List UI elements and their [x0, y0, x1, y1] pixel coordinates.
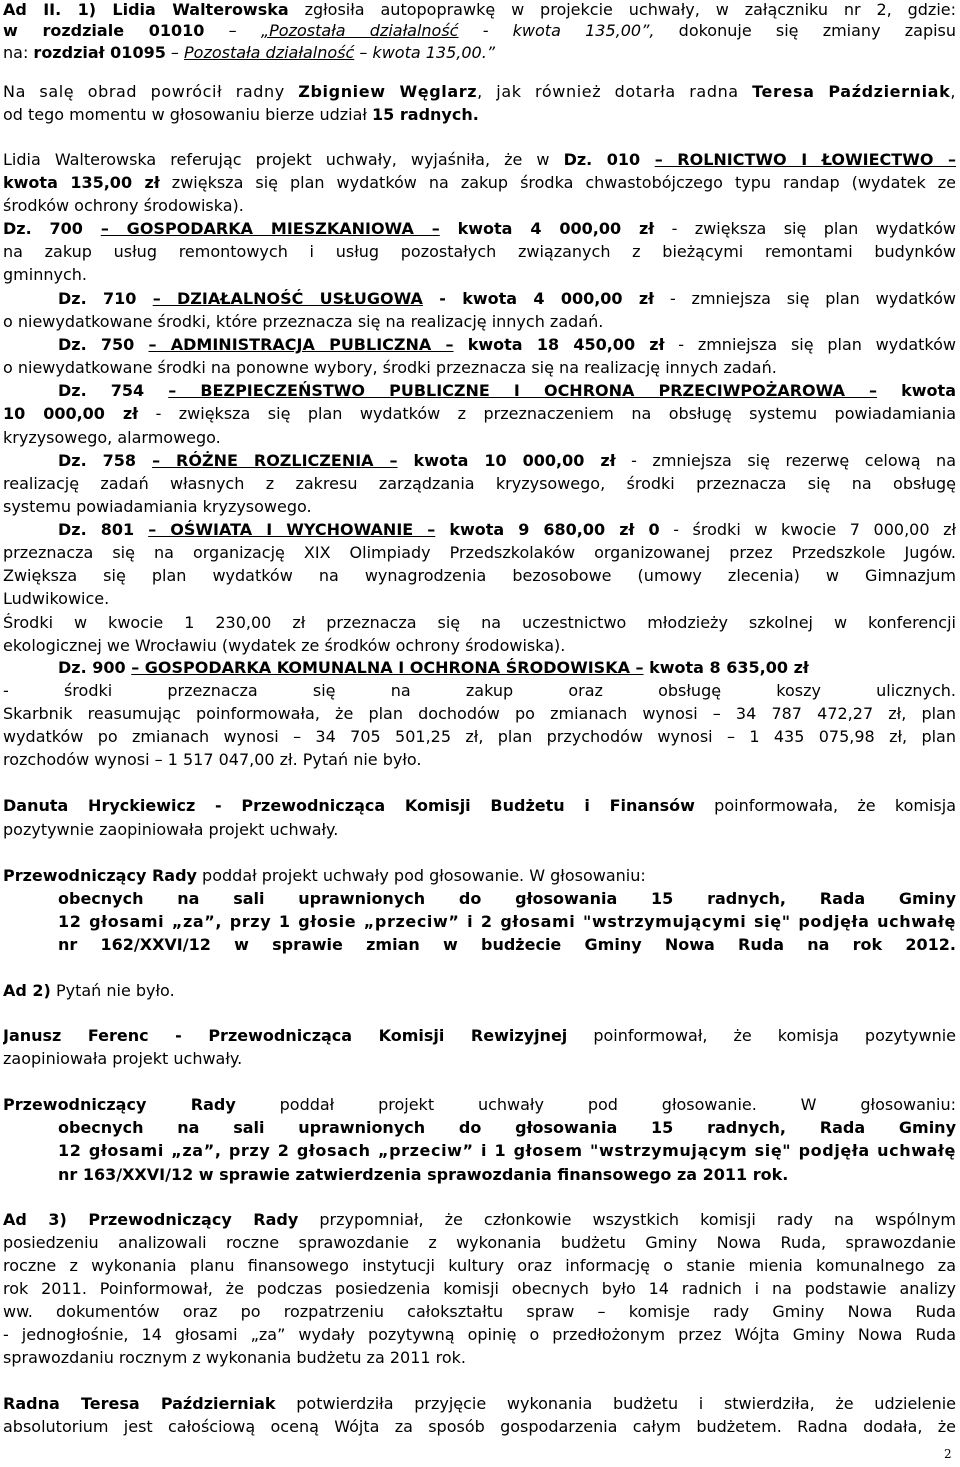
text-run: Janusz Ferenc - Przewodnicząca Komisji Rewizyjnej: [3, 1026, 568, 1045]
text-line: [3, 1279, 956, 1300]
text-run: 10 000,00 zł: [3, 404, 139, 423]
text-run: kwota 9 680,00 zł 0: [435, 520, 660, 539]
text-line: [3, 1325, 956, 1346]
text-run: Dz. 900: [58, 658, 132, 677]
text-run: Skarbnik reasumując poinformowała, że plan dochodów po zmianach wynosi – 34 787 472,27 zł, plan: [3, 704, 956, 723]
text-run: Na salę obrad powrócił radny: [3, 82, 299, 101]
text-run: - środki przeznacza się na zakup oraz obsługę koszy ulicznych.: [3, 681, 956, 700]
text-run: zaopiniowała projekt uchwały.: [3, 1049, 243, 1068]
text-run: kwota 10 000,00 zł: [397, 451, 616, 470]
text-run: Dz. 710: [58, 289, 153, 308]
text-run: Pozostała działalność: [184, 43, 355, 62]
text-line: [3, 0, 956, 21]
text-run: - zmniejsza się rezerwę celową na: [615, 451, 956, 470]
text-run: przypomniał, że członkowie wszystkich komisji rady na wspólnym: [298, 1210, 956, 1229]
text-run: na zakup usług remontowych i usług pozostałych związanych z bieżącymi remontami budynków: [3, 242, 956, 261]
text-line: [3, 681, 956, 702]
text-run: nr 163/XXVI/12 w sprawie zatwierdzenia sprawozdania finansowego za 2011 rok.: [58, 1165, 789, 1184]
text-line: [3, 1256, 956, 1277]
text-line: [3, 750, 956, 771]
text-line: [3, 265, 956, 286]
text-run: Ad II. 1) Lidia Walterowska: [3, 0, 289, 19]
text-line: [3, 727, 956, 748]
text-line: [3, 196, 956, 217]
text-line: [3, 1302, 956, 1323]
text-line: [58, 289, 956, 310]
text-run: rozchodów wynosi – 1 517 047,00 zł. Pytań nie było.: [3, 750, 422, 769]
text-run: na:: [3, 43, 34, 62]
text-line: [3, 21, 956, 42]
text-run: , jak również dotarła radna: [477, 82, 753, 101]
text-run: – kwota 135,00.”: [354, 43, 496, 62]
text-line: [3, 636, 956, 657]
text-line: [3, 566, 956, 587]
text-run: poinformował, że komisja pozytywnie: [567, 1026, 956, 1045]
text-run: w rozdziale 01010: [3, 21, 205, 40]
text-run: kwota 135,00 zł: [3, 173, 160, 192]
text-run: poinformowała, że komisja: [694, 796, 956, 815]
text-line: [3, 474, 956, 495]
text-line: [3, 1233, 956, 1254]
text-run: - zmniejsza się plan wydatków: [664, 335, 956, 354]
text-line: [3, 820, 956, 841]
text-line: [58, 889, 956, 910]
text-run: – OŚWIATA I WYCHOWANIE –: [148, 520, 436, 539]
text-run: – GOSPODARKA MIESZKANIOWA –: [100, 219, 440, 238]
text-run: wydatków po zmianach wynosi – 34 705 501,25 zł, plan przychodów wynosi – 1 435 075,98 zł, plan: [3, 727, 956, 746]
text-line: [3, 497, 956, 518]
text-line: [3, 312, 956, 333]
text-line: [58, 935, 956, 956]
text-run: kryzysowego, alarmowego.: [3, 428, 221, 447]
text-run: Ad 2): [3, 981, 51, 1000]
text-run: 12 głosami „za”, przy 2 głosach „przeciw” i 1 głosem "wstrzymującym się" podjęła uchwałę: [58, 1141, 956, 1160]
text-run: potwierdziła przyjęcie wykonania budżetu i stwierdziła, że udzielenie: [275, 1394, 956, 1413]
text-run: obecnych na sali uprawnionych do głosowania 15 radnych, Rada Gminy: [58, 889, 956, 908]
text-run: o niewydatkowane środki, które przeznacza się na realizację innych zadań.: [3, 312, 604, 331]
text-run: zwiększa się plan wydatków na zakup środka chwastobójczego typu randap (wydatek ze: [159, 173, 956, 192]
text-run: kwota 18 450,00 zł: [453, 335, 665, 354]
text-run: realizację zadań własnych z zakresu zarządzania kryzysowego, środki przeznacza się na obsługę: [3, 474, 956, 493]
text-run: Pytań nie było.: [50, 981, 175, 1000]
text-run: 15 radnych.: [372, 105, 479, 124]
text-run: Lidia Walterowska referując projekt uchwały, wyjaśniła, że w: [3, 150, 564, 169]
text-run: Teresa Październiak: [752, 82, 951, 101]
text-run: –: [165, 43, 185, 62]
text-line: [58, 1165, 956, 1186]
text-run: Dz. 758: [58, 451, 153, 470]
text-run: systemu powiadamiania kryzysowego.: [3, 497, 312, 516]
text-run: - kwota 135,00”,: [458, 21, 655, 40]
text-line: [3, 981, 956, 1002]
text-line: [3, 866, 956, 887]
text-line: [3, 1049, 956, 1070]
text-run: – BEZPIECZEŃSTWO PUBLICZNE I OCHRONA PRZECIWPOŻAROWA –: [168, 381, 878, 400]
text-line: [3, 219, 956, 240]
text-run: –: [204, 21, 261, 40]
text-run: Dz. 750: [58, 335, 149, 354]
text-run: środków ochrony środowiska).: [3, 196, 244, 215]
text-run: absolutorium jest całościową oceną Wójta za sposób gospodarzenia całym budżetem. Radna dodała, że: [3, 1417, 956, 1436]
text-run: – ROLNICTWO I ŁOWIECTWO –: [654, 150, 956, 169]
text-line: [3, 704, 956, 725]
text-line: [3, 105, 956, 126]
text-run: – DZIAŁALNOŚĆ USŁUGOWA: [152, 289, 423, 308]
text-line: [58, 1118, 956, 1139]
text-line: [58, 335, 956, 356]
text-run: Ad 3) Przewodniczący Rady: [3, 1210, 299, 1229]
text-run: Dz. 801: [58, 520, 149, 539]
text-run: Przewodniczący Rady: [3, 866, 197, 885]
text-run: Radna Teresa Październiak: [3, 1394, 276, 1413]
text-line: [3, 82, 956, 103]
text-line: [58, 381, 956, 402]
text-run: dokonuje się zmiany zapisu: [654, 21, 956, 40]
text-run: Zbigniew Węglarz: [298, 82, 478, 101]
text-run: nr 162/XXVI/12 w sprawie zmian w budżecie Gminy Nowa Ruda na rok 2012.: [58, 935, 956, 954]
text-run: gminnych.: [3, 265, 87, 284]
text-run: poddał projekt uchwały pod głosowanie. W głosowaniu:: [196, 866, 646, 885]
text-run: obecnych na sali uprawnionych do głosowania 15 radnych, Rada Gminy: [58, 1118, 956, 1137]
text-run: poddał projekt uchwały pod głosowanie. W głosowaniu:: [235, 1095, 956, 1114]
text-run: - zwiększa się plan wydatków z przeznaczeniem na obsługę systemu powiadamiania: [138, 404, 956, 423]
text-run: – GOSPODARKA KOMUNALNA I OCHRONA ŚRODOWISKA –: [131, 658, 644, 677]
text-run: rok 2011. Poinformował, że podczas posiedzenia komisji obecnych było 14 radnich i na podstawie analizy: [3, 1279, 956, 1298]
text-run: 12 głosami „za”, przy 1 głosie „przeciw” i 2 głosami "wstrzymującymi się" podjęła uchwałę: [58, 912, 956, 931]
text-run: rozdział 01095: [33, 43, 166, 62]
text-run: zgłosiła autopoprawkę w projekcie uchwały, w załączniku nr 2, gdzie:: [288, 0, 956, 19]
text-run: ,: [950, 82, 956, 101]
text-run: „Pozostała działalność: [260, 21, 459, 40]
page-number: 2: [944, 1447, 952, 1461]
text-run: o niewydatkowane środki na ponowne wybory, środki przeznacza się na realizację innych zadań.: [3, 358, 777, 377]
text-run: Przewodniczący Rady: [3, 1095, 236, 1114]
text-line: [3, 589, 956, 610]
text-run: Danuta Hryckiewicz - Przewodnicząca Komisji Budżetu i Finansów: [3, 796, 695, 815]
text-run: Ludwikowice.: [3, 589, 110, 608]
text-line: [58, 451, 956, 472]
text-run: - zmniejsza się plan wydatków: [654, 289, 956, 308]
text-run: - kwota 4 000,00 zł: [422, 289, 655, 308]
text-line: [3, 1210, 956, 1231]
text-line: [3, 43, 956, 64]
text-line: [3, 404, 956, 425]
text-run: sprawozdaniu rocznym z wykonania budżetu za 2011 rok.: [3, 1348, 467, 1367]
text-run: Dz. 754: [58, 381, 169, 400]
text-run: Dz. 010: [563, 150, 655, 169]
text-line: [3, 1417, 956, 1438]
text-line: [3, 796, 956, 817]
text-run: Dz. 700: [3, 219, 101, 238]
text-line: [3, 242, 956, 263]
text-line: [58, 912, 956, 933]
text-run: kwota 8 635,00 zł: [643, 658, 809, 677]
text-run: posiedzeniu analizowali roczne sprawozdanie z wykonania budżetu Gminy Nowa Ruda, sprawozdanie: [3, 1233, 956, 1252]
text-line: [58, 520, 956, 541]
text-line: [3, 1348, 956, 1369]
text-line: [3, 1394, 956, 1415]
text-line: [3, 150, 956, 171]
text-run: – ADMINISTRACJA PUBLICZNA –: [148, 335, 454, 354]
text-line: [58, 658, 956, 679]
text-run: przeznacza się na organizację XIX Olimpiady Przedszkolaków organizowanej przez Przedszkole Jugów.: [3, 543, 956, 562]
text-run: - środki w kwocie 7 000,00 zł: [659, 520, 956, 539]
text-line: [3, 1095, 956, 1116]
text-line: [3, 173, 956, 194]
text-run: ww. dokumentów oraz po rozpatrzeniu całokształtu spraw – komisje rady Gminy Nowa Ruda: [3, 1302, 956, 1321]
text-line: [3, 428, 956, 449]
text-run: roczne z wykonania planu finansowego instytucji kultury oraz informację o stanie mienia komunalnego za: [3, 1256, 956, 1275]
text-run: od tego momentu w głosowaniu bierze udział: [3, 105, 373, 124]
text-run: kwota 4 000,00 zł: [439, 219, 655, 238]
text-line: [3, 543, 956, 564]
text-run: ekologicznej we Wrocławiu (wydatek ze środków ochrony środowiska).: [3, 636, 566, 655]
text-run: – RÓŻNE ROZLICZENIA –: [152, 451, 398, 470]
text-run: Środki w kwocie 1 230,00 zł przeznacza się na uczestnictwo młodzieży szkolnej w konferencji: [3, 613, 956, 632]
text-line: [3, 1026, 956, 1047]
text-line: [58, 1141, 956, 1162]
text-run: kwota: [877, 381, 956, 400]
text-line: [3, 613, 956, 634]
text-run: pozytywnie zaopiniowała projekt uchwały.: [3, 820, 339, 839]
text-run: Zwiększa się plan wydatków na wynagrodzenia bezosobowe (umowy zlecenia) w Gimnazjum: [3, 566, 956, 585]
text-line: [3, 358, 956, 379]
text-run: - jednogłośnie, 14 głosami „za” wydały pozytywną opinię o przedłożonym przez Wójta Gminy Nowa Ruda: [3, 1325, 956, 1344]
text-run: - zwiększa się plan wydatków: [654, 219, 956, 238]
